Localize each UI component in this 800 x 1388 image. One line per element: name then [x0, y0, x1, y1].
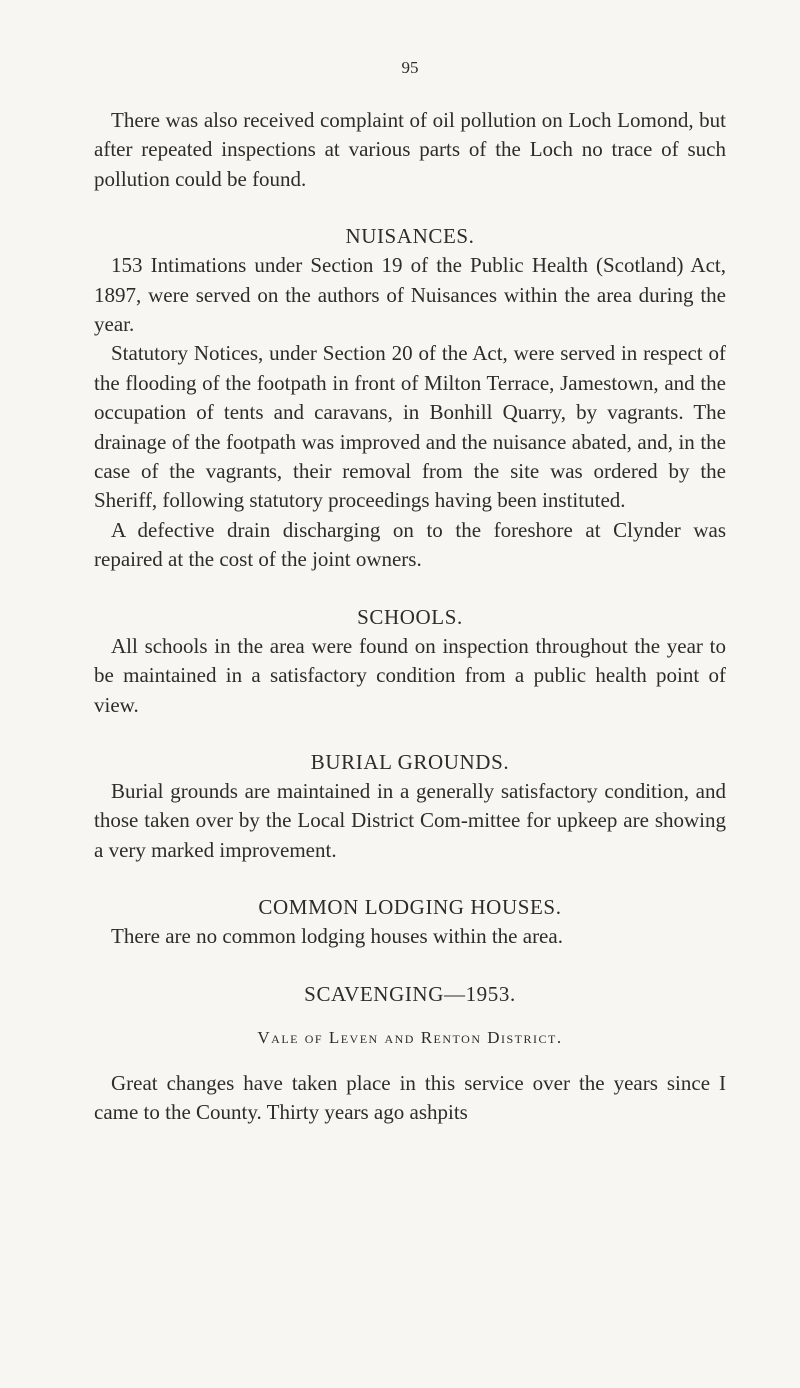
burial-grounds-heading: BURIAL GROUNDS.	[310, 749, 510, 774]
document-page	[94, 58, 726, 1127]
lodging-houses-paragraph: There are no common lodging houses within the area.	[111, 924, 563, 949]
schools-heading: SCHOOLS.	[357, 604, 463, 629]
scavenging-subheading: Vale of Leven and Renton District.	[257, 1027, 563, 1047]
nuisances-paragraph: 153 Intimations under Section 19 of the Public Health (Scotland) Act, 1897, were served on the authors of Nuisances within the area during the year.	[94, 253, 726, 337]
scavenging-heading: SCAVENGING—1953.	[304, 981, 516, 1006]
nuisances-heading: NUISANCES.	[345, 224, 475, 249]
intro-paragraph: There was also received complaint of oil pollution on Loch Lomond, but after repeated inspections at various parts of the Loch no trace of such pollution could be found.	[94, 108, 726, 191]
nuisances-paragraph: Statutory Notices, under Section 20 of the Act, were served in respect of the flooding of the footpath in front of Milton Terrace, Jamestown, and the occupation of tents and caravans, in Bonhill Quarry, by vagrants. The drainage of the footpath was improved and the nuisance abated, and, in the case of the vagrants, their removal from the site was ordered by the Sheriff, following statutory proceedings having been instituted.	[94, 341, 726, 513]
page-number: 95	[401, 58, 419, 77]
burial-grounds-paragraph: Burial grounds are maintained in a generally satisfactory condition, and those taken over by the Local District Com-mittee for upkeep are showing a very marked improvement.	[94, 778, 726, 862]
lodging-houses-heading: COMMON LODGING HOUSES.	[258, 895, 562, 920]
schools-paragraph: All schools in the area were found on inspection throughout the year to be maintained in a satisfactory condition from a public health point of view.	[94, 633, 726, 717]
nuisances-paragraph: A defective drain discharging on to the foreshore at Clynder was repaired at the cost of the joint owners.	[94, 517, 726, 572]
scavenging-paragraph: Great changes have taken place in this service over the years since I came to the County. Thirty years ago ashpits	[94, 1070, 726, 1124]
